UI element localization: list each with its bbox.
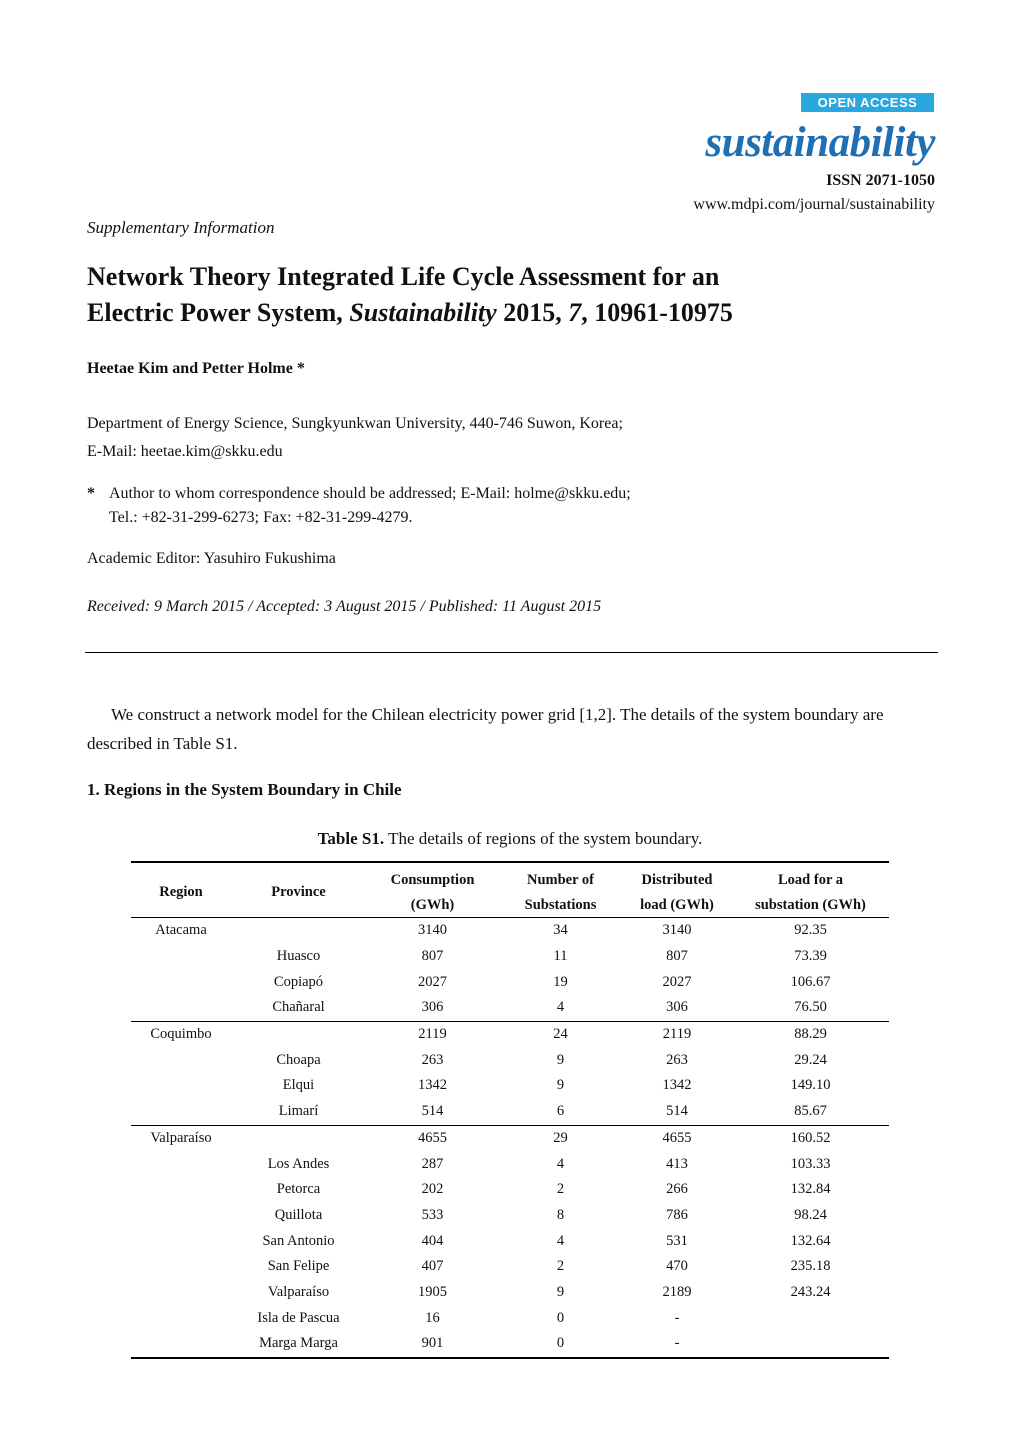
table-caption-label: Table S1. bbox=[317, 829, 385, 848]
cell-region bbox=[131, 1177, 231, 1203]
cell-region bbox=[131, 969, 231, 995]
issn: ISSN 2071-1050 bbox=[826, 172, 935, 189]
cell-load-per-substation: 149.10 bbox=[790, 1077, 831, 1094]
table-row bbox=[131, 969, 889, 995]
cell-province: Elqui bbox=[282, 1077, 315, 1094]
cell-distributed-load: 786 bbox=[666, 1206, 688, 1223]
correspondence-star: * bbox=[87, 485, 95, 502]
title-line-1: Network Theory Integrated Life Cycle Assessment for an bbox=[87, 262, 720, 291]
cell-substations: 34 bbox=[553, 922, 568, 939]
table-row bbox=[131, 944, 889, 970]
cell-substations: 0 bbox=[556, 1309, 565, 1326]
cell-load-per-substation: 73.39 bbox=[794, 948, 827, 965]
cell-substations: 9 bbox=[556, 1283, 565, 1300]
cell-distributed-load: 470 bbox=[666, 1258, 688, 1275]
regions-table-body bbox=[131, 918, 889, 1358]
cell-consumption: 1905 bbox=[418, 1283, 447, 1300]
cell-load-per-substation bbox=[732, 1305, 889, 1331]
cell-substations: 11 bbox=[553, 948, 568, 965]
cell-substations: 8 bbox=[556, 1206, 565, 1223]
cell-consumption: 533 bbox=[421, 1206, 444, 1223]
cell-distributed-load: - bbox=[674, 1335, 680, 1352]
cell-consumption: 202 bbox=[421, 1181, 444, 1198]
cell-load-per-substation: 132.64 bbox=[790, 1232, 831, 1249]
supplementary-label: Supplementary Information bbox=[87, 218, 275, 237]
cell-province bbox=[231, 1125, 366, 1151]
authors: Heetae Kim and Petter Holme * bbox=[87, 360, 305, 377]
header-consumption: Consumption bbox=[390, 872, 475, 888]
title-line-2 bbox=[87, 295, 947, 331]
cell-province: Marga Marga bbox=[259, 1335, 338, 1352]
cell-substations: 4 bbox=[556, 1155, 565, 1172]
affiliation-email[interactable]: E-Mail: heetae.kim@skku.edu bbox=[87, 443, 283, 460]
cell-substations: 19 bbox=[553, 973, 568, 990]
cell-province: Huasco bbox=[276, 948, 321, 965]
title-volume: 7 bbox=[568, 298, 582, 327]
cell-load-per-substation: 103.33 bbox=[790, 1155, 831, 1172]
cell-province: Valparaíso bbox=[267, 1283, 330, 1300]
cell-consumption: 2119 bbox=[418, 1026, 447, 1043]
open-access-badge: OPEN ACCESS bbox=[801, 93, 934, 112]
cell-substations: 9 bbox=[556, 1051, 565, 1068]
journal-name: sustainability bbox=[705, 119, 935, 166]
affiliation bbox=[87, 410, 623, 466]
table-row bbox=[131, 1047, 889, 1073]
cell-region bbox=[131, 1099, 231, 1125]
cell-distributed-load: 807 bbox=[666, 948, 688, 965]
header-substations: Number of bbox=[527, 872, 594, 888]
cell-region: Coquimbo bbox=[150, 1026, 212, 1043]
header-distributed: Distributed bbox=[641, 872, 713, 888]
cell-consumption: 404 bbox=[421, 1232, 444, 1249]
cell-region bbox=[131, 1305, 231, 1331]
cell-province bbox=[231, 1021, 366, 1047]
title-year: 2015, bbox=[496, 298, 569, 327]
cell-substations: 2 bbox=[556, 1181, 565, 1198]
cell-consumption: 4655 bbox=[418, 1129, 447, 1146]
cell-substations: 9 bbox=[556, 1077, 565, 1094]
cell-load-per-substation: 235.18 bbox=[790, 1258, 831, 1275]
paper-title bbox=[87, 259, 947, 331]
table-row bbox=[131, 918, 889, 944]
cell-consumption: 263 bbox=[421, 1051, 444, 1068]
table-row bbox=[131, 1099, 889, 1125]
cell-distributed-load: 263 bbox=[666, 1051, 688, 1068]
cell-consumption: 306 bbox=[366, 995, 499, 1021]
table-caption-text: The details of regions of the system boundary. bbox=[384, 829, 703, 848]
correspondence-line-2: Tel.: +82-31-299-6273; Fax: +82-31-299-4279. bbox=[109, 509, 413, 526]
cell-distributed-load: 514 bbox=[622, 1099, 732, 1125]
cell-substations: 24 bbox=[553, 1026, 568, 1043]
table-row bbox=[131, 1125, 889, 1151]
cell-consumption: 407 bbox=[421, 1258, 444, 1275]
cell-region: Valparaíso bbox=[150, 1129, 212, 1146]
cell-load-per-substation: 243.24 bbox=[790, 1283, 831, 1300]
cell-load-per-substation: 29.24 bbox=[794, 1051, 827, 1068]
cell-distributed-load: 1342 bbox=[662, 1077, 692, 1094]
header-province: Province bbox=[231, 862, 366, 918]
table-row bbox=[131, 1177, 889, 1203]
cell-distributed-load: 2027 bbox=[662, 973, 692, 990]
cell-consumption: 3140 bbox=[418, 922, 447, 939]
cell-substations: 6 bbox=[499, 1099, 622, 1125]
table-caption bbox=[0, 829, 1020, 849]
cell-province: Limarí bbox=[231, 1099, 366, 1125]
table-row bbox=[131, 1228, 889, 1254]
table-row bbox=[131, 995, 889, 1021]
cell-region bbox=[131, 1151, 231, 1177]
cell-substations: 4 bbox=[556, 1232, 565, 1249]
regions-table bbox=[131, 861, 889, 1359]
cell-distributed-load: 531 bbox=[666, 1232, 688, 1249]
cell-load-per-substation: 98.24 bbox=[794, 1206, 827, 1223]
cell-consumption: 2027 bbox=[418, 973, 447, 990]
table-row bbox=[131, 1073, 889, 1099]
cell-distributed-load: 2119 bbox=[662, 1026, 692, 1043]
table-row bbox=[131, 1331, 889, 1358]
cell-consumption: 1342 bbox=[418, 1077, 447, 1094]
cell-consumption: 287 bbox=[421, 1155, 444, 1172]
cell-province: Choapa bbox=[276, 1051, 321, 1068]
cell-substations: 0 bbox=[556, 1335, 565, 1352]
table-row bbox=[131, 1021, 889, 1047]
cell-load-per-substation: 85.67 bbox=[732, 1099, 889, 1125]
cell-load-per-substation: 106.67 bbox=[790, 973, 831, 990]
publication-dates: Received: 9 March 2015 / Accepted: 3 August 2015 / Published: 11 August 2015 bbox=[87, 598, 602, 615]
table-row bbox=[131, 1254, 889, 1280]
cell-distributed-load: 266 bbox=[666, 1181, 688, 1198]
cell-region bbox=[131, 1203, 231, 1229]
cell-distributed-load: 3140 bbox=[662, 922, 692, 939]
cell-load-per-substation: 160.52 bbox=[790, 1129, 831, 1146]
cell-distributed-load: 2189 bbox=[662, 1283, 692, 1300]
cell-consumption: 901 bbox=[421, 1335, 444, 1352]
correspondence-line-1: Author to whom correspondence should be addressed; E-Mail: holme@skku.edu; bbox=[109, 485, 631, 502]
cell-province: Isla de Pascua bbox=[257, 1309, 340, 1326]
cell-consumption: 807 bbox=[421, 948, 444, 965]
cell-load-per-substation: 132.84 bbox=[790, 1181, 831, 1198]
cell-region bbox=[131, 1331, 231, 1358]
intro-paragraph: We construct a network model for the Chilean electricity power grid [1,2]. The details of the system boundary are described in Table S1. bbox=[87, 705, 884, 753]
cell-province: San Felipe bbox=[267, 1258, 330, 1275]
cell-substations: 2 bbox=[556, 1258, 565, 1275]
cell-region bbox=[131, 944, 231, 970]
title-prefix: Electric Power System, bbox=[87, 298, 350, 327]
cell-load-per-substation: 92.35 bbox=[794, 922, 827, 939]
cell-substations: 29 bbox=[553, 1129, 568, 1146]
title-journal: Sustainability bbox=[349, 298, 497, 327]
cell-region bbox=[131, 1254, 231, 1280]
cell-region bbox=[131, 1073, 231, 1099]
header-load-unit: substation (GWh) bbox=[732, 894, 889, 918]
cell-province bbox=[231, 918, 366, 944]
header-divider bbox=[85, 652, 938, 653]
cell-province: San Antonio bbox=[262, 1232, 335, 1249]
cell-region bbox=[131, 1047, 231, 1073]
title-pages: , 10961-10975 bbox=[581, 298, 733, 327]
cell-province: Copiapó bbox=[273, 973, 324, 990]
journal-url[interactable]: www.mdpi.com/journal/sustainability bbox=[693, 196, 935, 213]
affiliation-line-1: Department of Energy Science, Sungkyunkwan University, 440-746 Suwon, Korea; bbox=[87, 415, 623, 432]
cell-load-per-substation: 88.29 bbox=[794, 1026, 827, 1043]
table-row bbox=[131, 1151, 889, 1177]
cell-load-per-substation: 76.50 bbox=[732, 995, 889, 1021]
academic-editor: Academic Editor: Yasuhiro Fukushima bbox=[87, 550, 336, 567]
cell-province: Petorca bbox=[276, 1181, 321, 1198]
section-heading: 1. Regions in the System Boundary in Chile bbox=[87, 780, 402, 799]
header-load: Load for a bbox=[778, 872, 843, 888]
table-row bbox=[131, 1305, 889, 1331]
correspondence-note bbox=[87, 482, 631, 530]
cell-province: Los Andes bbox=[267, 1155, 330, 1172]
cell-distributed-load: 4655 bbox=[662, 1129, 692, 1146]
cell-region bbox=[131, 995, 231, 1021]
table-row bbox=[131, 1203, 889, 1229]
cell-distributed-load: 306 bbox=[622, 995, 732, 1021]
table-row bbox=[131, 1280, 889, 1306]
header-consumption-unit: (GWh) bbox=[366, 894, 499, 918]
cell-substations: 4 bbox=[499, 995, 622, 1021]
cell-distributed-load: - bbox=[674, 1309, 680, 1326]
cell-consumption: 514 bbox=[366, 1099, 499, 1125]
cell-consumption: 16 bbox=[425, 1309, 440, 1326]
cell-region bbox=[131, 1228, 231, 1254]
cell-region: Atacama bbox=[155, 922, 207, 939]
cell-load-per-substation bbox=[732, 1331, 889, 1358]
header-distributed-unit: load (GWh) bbox=[622, 894, 732, 918]
cell-province: Chañaral bbox=[231, 995, 366, 1021]
cell-region bbox=[131, 1280, 231, 1306]
cell-distributed-load: 413 bbox=[666, 1155, 688, 1172]
cell-province: Quillota bbox=[274, 1206, 323, 1223]
header-substations-unit: Substations bbox=[499, 894, 622, 918]
header-region: Region bbox=[131, 862, 231, 918]
